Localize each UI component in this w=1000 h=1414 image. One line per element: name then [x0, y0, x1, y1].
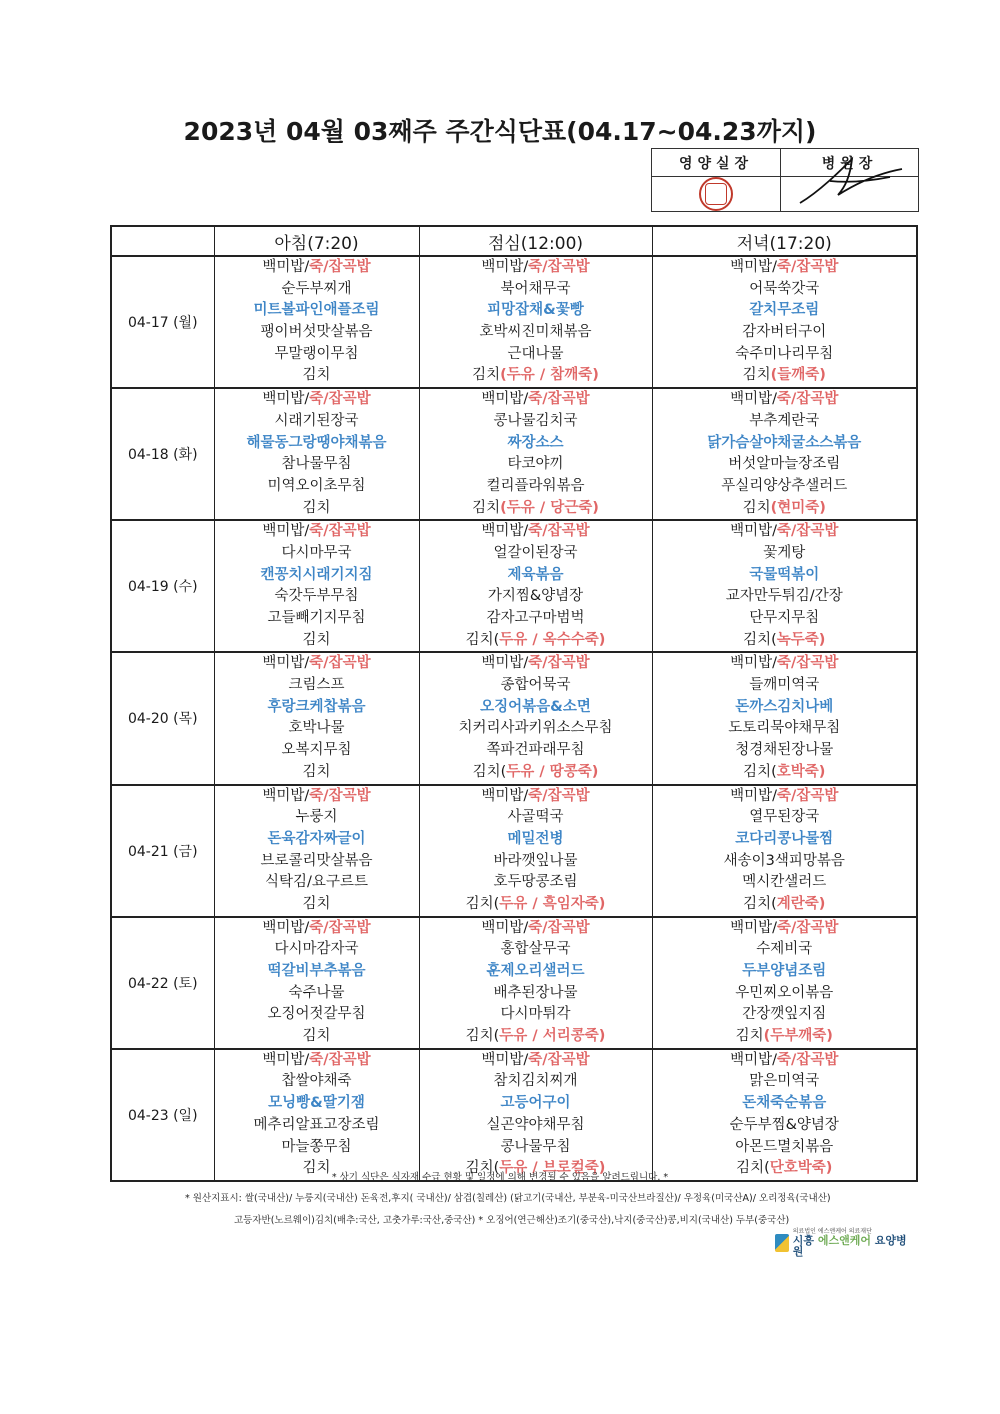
- menu-dish: 고등어구이: [500, 1095, 571, 1112]
- menu-dish: 크림스프: [288, 677, 345, 694]
- menu-dish: 김치(두부깨죽): [735, 1028, 833, 1045]
- menu-dish: 김치: [302, 1160, 331, 1177]
- menu-dish: 다시마무국: [281, 544, 352, 561]
- menu-dish: 꽃게탕: [763, 544, 806, 561]
- logo-mark-icon: [775, 1234, 789, 1252]
- menu-dish: 맑은미역국: [749, 1073, 820, 1090]
- menu-dish: 김치: [302, 895, 331, 912]
- menu-lunch-cell: [419, 652, 652, 784]
- menu-dish: 백미밥/죽/잡곡밥: [262, 919, 371, 936]
- menu-dish: 국물떡볶이: [749, 566, 820, 583]
- menu-dish: 메추리알표고장조림: [253, 1116, 380, 1133]
- menu-dish: 김치(계란죽): [743, 895, 826, 912]
- menu-dish: 두부양념조림: [742, 963, 827, 979]
- menu-dish: 돈채죽순볶음: [742, 1095, 827, 1112]
- menu-dish: 식탁김/요구르트: [265, 874, 368, 891]
- page-title: 2023년 04월 03째주 주간식단표(04.17~04.23까지): [183, 117, 817, 146]
- menu-dish: 떡갈비부추볶음: [267, 963, 366, 979]
- menu-date: 04-23 (일): [111, 1049, 214, 1181]
- menu-date: 04-17 (월): [111, 256, 214, 388]
- menu-dish: 닭가슴살야채굴소스볶음: [707, 434, 862, 451]
- menu-dish: 김치(녹두죽): [743, 631, 826, 648]
- header-blank: [111, 226, 214, 256]
- menu-dish: 백미밥/죽/잡곡밥: [481, 391, 590, 408]
- menu-dish: 숙주나물: [288, 984, 345, 1001]
- menu-dish: 백미밥/죽/잡곡밥: [262, 391, 371, 408]
- origin-line-2: 고등자반(노르웨이)김치(배추:국산, 고춧가루:국산,중국산) * 오징어(연근해산)조기(중국산),낙지(중국산)콩,비지(국내산) 두부(중국산): [234, 1215, 790, 1226]
- menu-dish: 훈제오리샐러드: [486, 963, 585, 979]
- menu-dish: 김치(두유 / 참깨죽): [472, 367, 599, 384]
- menu-dish: 후랑크케찹볶음: [267, 698, 366, 715]
- menu-dinner-cell: [652, 388, 917, 520]
- menu-dish: 호두땅콩조림: [493, 874, 578, 891]
- menu-dish: 푸실리양상추샐러드: [721, 477, 848, 494]
- menu-dish: 단무지무침: [749, 610, 820, 626]
- menu-dish: 백미밥/죽/잡곡밥: [730, 523, 839, 540]
- menu-dish: 홍합살무국: [500, 941, 571, 958]
- menu-dish: 시래기된장국: [274, 412, 359, 429]
- menu-dish: 오징어젓갈무침: [267, 1006, 366, 1023]
- menu-dish: 사골떡국: [507, 809, 564, 826]
- menu-breakfast-cell: [214, 652, 419, 784]
- weekly-menu-table: [110, 225, 918, 1182]
- menu-dish: 모닝빵&딸기잼: [268, 1095, 365, 1112]
- menu-day-row: [111, 1049, 917, 1181]
- menu-breakfast-cell: [214, 785, 419, 917]
- hospital-logo: [775, 1230, 915, 1256]
- menu-dish: 종합어묵국: [500, 677, 571, 694]
- footer-notes: [0, 1170, 1000, 1226]
- menu-lunch-cell: [419, 520, 652, 652]
- menu-breakfast-cell: [214, 256, 419, 388]
- menu-dish: 코다리콩나물찜: [735, 830, 834, 847]
- menu-dish: 다시마감자국: [274, 941, 359, 958]
- menu-dish: 치커리사과키위소스무침: [458, 720, 613, 737]
- menu-dish: 아몬드멸치볶음: [735, 1138, 834, 1155]
- menu-dish: 컬리플라워볶음: [486, 477, 585, 494]
- menu-day-row: [111, 917, 917, 1049]
- menu-dish: 멕시칸샐러드: [742, 874, 827, 891]
- menu-dish: 어묵쑥갓국: [749, 280, 820, 297]
- header-breakfast: 아침(7:20): [214, 226, 419, 256]
- menu-dish: 무말랭이무침: [274, 345, 359, 362]
- menu-dish: 순두부찌개: [281, 280, 352, 297]
- menu-dish: 제육볶음: [507, 566, 564, 583]
- menu-dish: 김치(두유 / 흑임자죽): [465, 895, 606, 912]
- menu-breakfast-cell: [214, 520, 419, 652]
- menu-breakfast-cell: [214, 917, 419, 1049]
- menu-dish: 콩나물무침: [500, 1138, 571, 1155]
- menu-dish: 김치: [302, 367, 331, 384]
- menu-dish: 백미밥/죽/잡곡밥: [481, 919, 590, 936]
- logo-subtitle: 의료법인 에스앤케어 의료재단: [792, 1228, 872, 1235]
- menu-dish: 브로콜리맛살볶음: [260, 852, 373, 869]
- menu-dish: 북어채무국: [500, 280, 571, 297]
- menu-dish: 백미밥/죽/잡곡밥: [730, 919, 839, 936]
- menu-dish: 가지찜&양념장: [487, 588, 584, 605]
- approval-stamp-cell: [652, 177, 781, 211]
- menu-dish: 김치: [302, 499, 331, 516]
- menu-dish: 근대나물: [507, 345, 564, 362]
- menu-dish: 미트볼파인애플조림: [253, 302, 380, 319]
- menu-dish: 타코야끼: [507, 456, 564, 473]
- signature-mark: [790, 151, 910, 211]
- menu-dish: 백미밥/죽/잡곡밥: [730, 259, 839, 275]
- menu-dinner-cell: [652, 1049, 917, 1181]
- menu-dish: 찹쌀야채죽: [281, 1073, 352, 1090]
- menu-dish: 열무된장국: [749, 809, 820, 826]
- menu-dish: 백미밥/죽/잡곡밥: [262, 655, 371, 672]
- menu-dish: 우민찌오이볶음: [735, 984, 834, 1001]
- menu-date: 04-22 (토): [111, 917, 214, 1049]
- menu-dish: 돈까스김치나베: [735, 698, 834, 715]
- menu-breakfast-cell: [214, 388, 419, 520]
- menu-dish: 숙주미나리무침: [735, 345, 834, 362]
- menu-dish: 김치(단호박죽): [736, 1160, 833, 1177]
- menu-dish: 누룽지: [295, 809, 338, 826]
- menu-dish: 김치(두유 / 서리콩죽): [465, 1028, 606, 1045]
- menu-dish: 바라깻잎나물: [493, 852, 578, 869]
- menu-dish: 짜장소스: [507, 434, 564, 451]
- menu-dish: 교자만두튀김/간장: [725, 588, 843, 605]
- menu-dish: 백미밥/죽/잡곡밥: [481, 655, 590, 672]
- menu-dish: 간장깻잎지짐: [742, 1006, 827, 1023]
- menu-dish: 김치(두유 / 땅콩죽): [472, 763, 599, 780]
- menu-dinner-cell: [652, 917, 917, 1049]
- menu-day-row: [111, 256, 917, 388]
- menu-dish: 피망잡채&꽃빵: [487, 302, 584, 319]
- menu-dish: 오징어볶음&소면: [480, 698, 591, 715]
- notice-line: * 상기 식단은 식자재 수급 현황 및 일정에 의해 변경될 수 있음을 알려드립니다. *: [331, 1172, 669, 1183]
- menu-dinner-cell: [652, 520, 917, 652]
- menu-dish: 배추된장나물: [493, 984, 578, 1001]
- menu-header-row: [111, 226, 917, 256]
- menu-dish: 김치(두유 / 당근죽): [472, 499, 599, 516]
- menu-dish: 고들빼기지무침: [267, 610, 366, 626]
- menu-dish: 새송이3색피망볶음: [723, 852, 845, 869]
- menu-dish: 백미밥/죽/잡곡밥: [481, 523, 590, 540]
- menu-dish: 김치: [302, 1028, 331, 1045]
- menu-dish: 돈육감자짜글이: [267, 830, 366, 847]
- approval-nutrition-head: 영양실장: [652, 149, 781, 177]
- menu-dish: 실곤약야채무침: [486, 1116, 585, 1133]
- menu-dish: 김치(두유 / 브로컬죽): [465, 1160, 606, 1177]
- menu-dish: 백미밥/죽/잡곡밥: [481, 787, 590, 804]
- menu-dish: 다시마튀각: [500, 1006, 571, 1023]
- menu-dish: 캔꽁치시래기지짐: [260, 566, 373, 583]
- menu-lunch-cell: [419, 917, 652, 1049]
- menu-dish: 숙갓두부무침: [274, 588, 359, 605]
- menu-dish: 백미밥/죽/잡곡밥: [262, 1051, 371, 1068]
- menu-dish: 버섯알마늘장조림: [728, 456, 841, 473]
- header-lunch: 점심(12:00): [419, 226, 652, 256]
- menu-dish: 김치(현미죽): [742, 499, 826, 516]
- menu-dish: 오복지무침: [281, 742, 352, 759]
- menu-dish: 백미밥/죽/잡곡밥: [730, 787, 839, 804]
- menu-dish: 해물동그랑땡야채볶음: [246, 434, 387, 451]
- menu-dish: 갈치무조림: [749, 302, 820, 319]
- menu-dish: 백미밥/죽/잡곡밥: [730, 655, 839, 672]
- menu-dish: 쪽파건파래무침: [486, 742, 585, 759]
- origin-line-1: * 원산지표시: 쌀(국내산)/ 누룽지(국내산) 돈육전,후지( 국내산)/ 삼겹(칠레산) (닭고기(국내산, 부분육-미국산브라질산)/ 우정육(미국산A)/ 오리정육(국내산): [185, 1193, 831, 1204]
- menu-dish: 백미밥/죽/잡곡밥: [730, 391, 839, 408]
- menu-dish: 들깨미역국: [749, 677, 820, 694]
- menu-dish: 김치: [302, 631, 331, 648]
- menu-dish: 김치: [302, 763, 331, 780]
- menu-dish: 백미밥/죽/잡곡밥: [481, 1051, 590, 1068]
- menu-dish: 청경채된장나물: [735, 742, 834, 759]
- red-seal-stamp: [699, 177, 733, 211]
- menu-date: 04-19 (수): [111, 520, 214, 652]
- menu-dish: 메밀전병: [507, 830, 564, 847]
- menu-dish: 호박씨진미채볶음: [479, 324, 592, 341]
- header-dinner: 저녁(17:20): [652, 226, 917, 256]
- menu-day-row: [111, 785, 917, 917]
- menu-dish: 마늘쫑무침: [281, 1138, 352, 1155]
- menu-breakfast-cell: [214, 1049, 419, 1181]
- menu-lunch-cell: [419, 388, 652, 520]
- menu-date: 04-21 (금): [111, 785, 214, 917]
- menu-dish: 호박나물: [288, 720, 345, 737]
- menu-dish: 백미밥/죽/잡곡밥: [262, 787, 371, 804]
- menu-dinner-cell: [652, 785, 917, 917]
- menu-dish: 감자버터구이: [742, 324, 827, 341]
- menu-lunch-cell: [419, 785, 652, 917]
- menu-dish: 참치김치찌개: [493, 1073, 578, 1090]
- menu-dish: 김치(두유 / 옥수수죽): [465, 631, 606, 648]
- menu-dish: 백미밥/죽/잡곡밥: [481, 259, 590, 275]
- menu-day-row: [111, 652, 917, 784]
- menu-dish: 백미밥/죽/잡곡밥: [262, 523, 371, 540]
- approval-box: [651, 148, 919, 212]
- menu-date: 04-20 (목): [111, 652, 214, 784]
- menu-lunch-cell: [419, 256, 652, 388]
- menu-dish: 감자고구마범벅: [486, 610, 585, 626]
- menu-dish: 김치(들깨죽): [742, 367, 826, 384]
- approval-hospital-head: 병원장: [781, 149, 918, 177]
- menu-lunch-cell: [419, 1049, 652, 1181]
- menu-dish: 수제비국: [756, 941, 813, 958]
- menu-dish: 백미밥/죽/잡곡밥: [730, 1051, 839, 1068]
- menu-dinner-cell: [652, 256, 917, 388]
- menu-date: 04-18 (화): [111, 388, 214, 520]
- menu-dish: 순두부찜&양념장: [729, 1116, 839, 1133]
- menu-dish: 콩나물김치국: [493, 412, 578, 429]
- menu-day-row: [111, 520, 917, 652]
- menu-dish: 도토리묵야채무침: [728, 720, 841, 737]
- menu-dish: 팽이버섯맛살볶음: [260, 324, 373, 341]
- menu-day-row: [111, 388, 917, 520]
- menu-dish: 얼갈이된장국: [493, 544, 578, 561]
- menu-dish: 백미밥/죽/잡곡밥: [262, 259, 371, 275]
- menu-dish: 미역오이초무침: [267, 477, 366, 494]
- logo-name: 시흥 에스앤케어 요양병원: [792, 1234, 907, 1258]
- menu-dish: 부추계란국: [749, 412, 820, 429]
- menu-dish: 김치(호박죽): [743, 763, 826, 780]
- menu-dish: 참나물무침: [281, 456, 352, 473]
- menu-dinner-cell: [652, 652, 917, 784]
- approval-signature-cell: [781, 177, 918, 211]
